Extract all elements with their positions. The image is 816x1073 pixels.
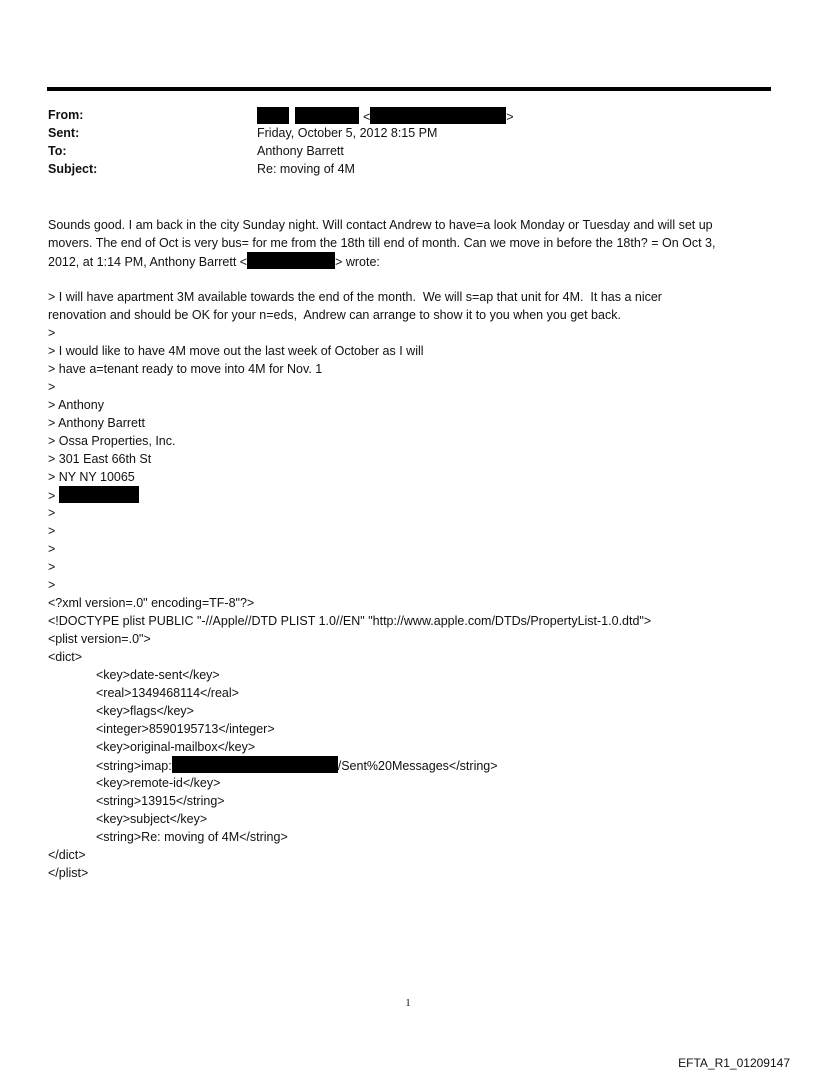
document-id: EFTA_R1_01209147 <box>678 1056 790 1070</box>
quote-line <box>48 486 772 504</box>
xml-line: <key>original-mailbox</key> <box>96 740 256 754</box>
xml-line: <integer>8590195713</integer> <box>96 722 275 736</box>
quote-line: > I would like to have 4M move out the last week of October as I will <box>48 344 424 358</box>
redaction-box <box>59 486 139 503</box>
quote-line: > <box>48 506 56 520</box>
redaction-box <box>247 252 335 269</box>
to-label: To: <box>48 144 67 158</box>
sent-label: Sent: <box>48 126 80 140</box>
redaction-box <box>295 107 359 124</box>
xml-line: <?xml version=.0" encoding=TF-8"?> <box>48 596 255 610</box>
page-number: 1 <box>405 997 411 1009</box>
quote-line: > NY NY 10065 <box>48 470 135 484</box>
xml-line: <key>flags</key> <box>96 704 194 718</box>
quote-line: renovation and should be OK for your n=eds, Andrew can arrange to show it to you when you get back. <box>48 308 621 322</box>
quote-line: > <box>48 578 56 592</box>
subject-label: Subject: <box>48 162 98 176</box>
sent-value: Friday, October 5, 2012 8:15 PM <box>257 126 438 140</box>
from-gt: > <box>506 110 514 124</box>
xml-line: <!DOCTYPE plist PUBLIC "-//Apple//DTD PLIST 1.0//EN" "http://www.apple.com/DTDs/PropertyList-1.0.dtd"> <box>48 614 652 628</box>
xml-line: <key>date-sent</key> <box>96 668 220 682</box>
subject-value: Re: moving of 4M <box>257 162 355 176</box>
quote-marker: > <box>48 489 56 503</box>
from-label: From: <box>48 108 84 122</box>
body-line: movers. The end of Oct is very bus= for me from the 18th till end of month. Can we move in before the 18th? = On Oct 3, <box>48 236 716 250</box>
xml-line: <dict> <box>48 650 83 664</box>
xml-text: <string>imap: <box>96 759 172 773</box>
quote-line: > have a=tenant ready to move into 4M for Nov. 1 <box>48 362 323 376</box>
xml-line: <key>remote-id</key> <box>96 776 221 790</box>
header-rule <box>47 87 771 91</box>
quote-line: > <box>48 380 56 394</box>
body-line <box>48 252 772 270</box>
xml-line: <real>1349468114</real> <box>96 686 239 700</box>
to-value: Anthony Barrett <box>257 144 344 158</box>
body-text: 2012, at 1:14 PM, Anthony Barrett < <box>48 255 248 269</box>
xml-line <box>48 756 772 774</box>
xml-line: </plist> <box>48 866 89 880</box>
email-body <box>48 216 772 882</box>
xml-line: <plist version=.0"> <box>48 632 151 646</box>
quote-line: > <box>48 326 56 340</box>
quote-line: > <box>48 542 56 556</box>
from-value <box>257 107 514 124</box>
quote-line: > Anthony <box>48 398 104 412</box>
redaction-box <box>172 756 338 773</box>
xml-line: <string>13915</string> <box>96 794 225 808</box>
body-line: Sounds good. I am back in the city Sunday night. Will contact Andrew to have=a look Monday or Tuesday and will set up <box>48 218 713 232</box>
body-text: > wrote: <box>335 255 380 269</box>
xml-line: <key>subject</key> <box>96 812 208 826</box>
redaction-box <box>257 107 289 124</box>
quote-line: > Ossa Properties, Inc. <box>48 434 176 448</box>
quote-line: > <box>48 560 56 574</box>
from-lt: < <box>362 110 371 124</box>
redaction-box <box>370 107 506 124</box>
xml-line: </dict> <box>48 848 86 862</box>
quote-line: > I will have apartment 3M available towards the end of the month. We will s=ap that unit for 4M. It has a nicer <box>48 290 662 304</box>
xml-line: <string>Re: moving of 4M</string> <box>96 830 288 844</box>
quote-line: > <box>48 524 56 538</box>
quote-line: > 301 East 66th St <box>48 452 152 466</box>
quote-line: > Anthony Barrett <box>48 416 145 430</box>
xml-text: /Sent%20Messages</string> <box>337 759 498 773</box>
